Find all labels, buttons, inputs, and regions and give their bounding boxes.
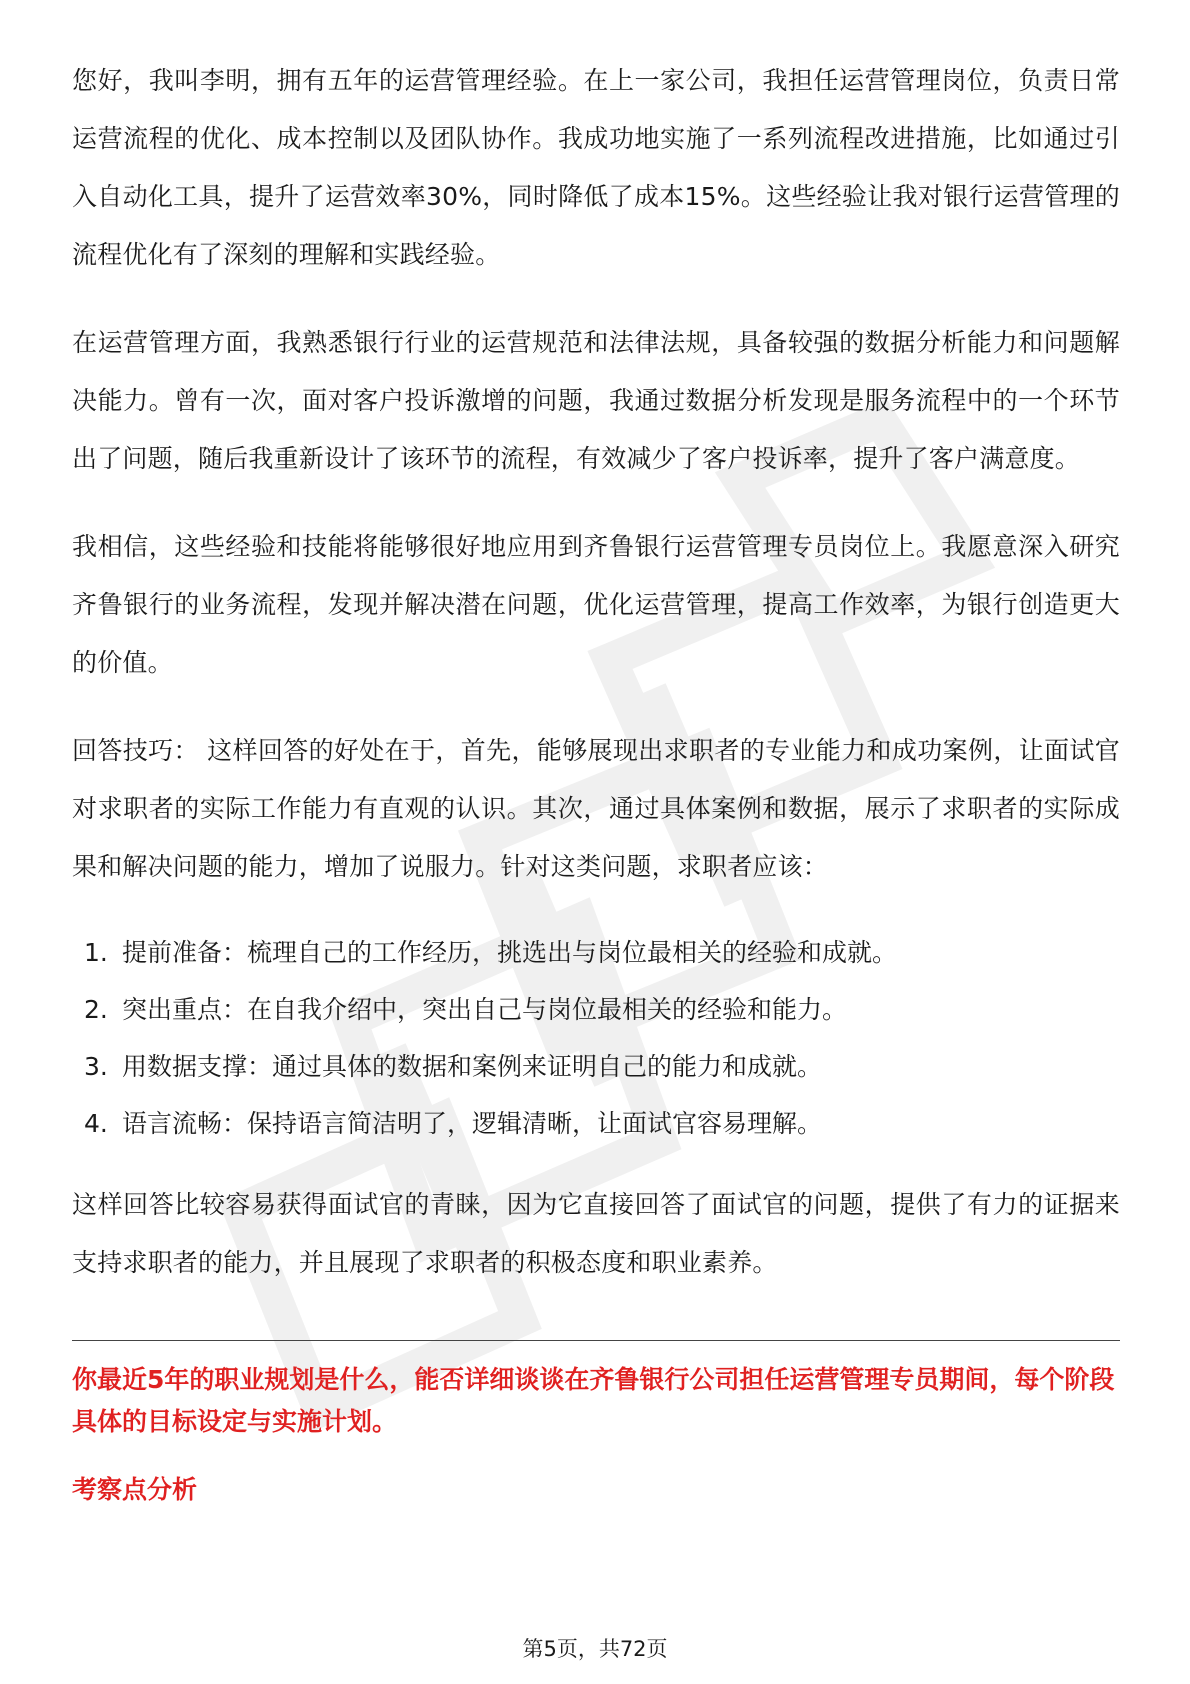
list-item-number: 3. [84,1052,108,1081]
section-divider [72,1340,1120,1341]
page-footer: 第5页，共72页 [522,1637,668,1661]
answer-paragraph-3: 我相信，这些经验和技能将能够很好地应用到齐鲁银行运营管理专员岗位上。我愿意深入研究齐鲁银行的业务流程，发现并解决潜在问题，优化运营管理，提高工作效率，为银行创造更大的价值。 [72,532,1120,677]
list-item-number: 4. [84,1109,108,1138]
list-item-text: 用数据支撑：通过具体的数据和案例来证明自己的能力和成就。 [122,1052,823,1081]
answer-paragraph-2: 在运营管理方面，我熟悉银行行业的运营规范和法律法规，具备较强的数据分析能力和问题解决能力。曾有一次，面对客户投诉激增的问题，我通过数据分析发现是服务流程中的一个环节出了问题，随后我重新设计了该环节的流程，有效减少了客户投诉率，提升了客户满意度。 [72,328,1120,473]
next-question: 你最近5年的职业规划是什么，能否详细谈谈在齐鲁银行公司担任运营管理专员期间，每个阶段具体的目标设定与实施计划。 [72,1365,1115,1436]
list-item [84,1038,1120,1095]
answer-tips-intro: 回答技巧： 这样回答的好处在于，首先，能够展现出求职者的专业能力和成功案例，让面试官对求职者的实际工作能力有直观的认识。其次，通过具体案例和数据，展示了求职者的实际成果和解决问题的能力，增加了说服力。针对这类问题，求职者应该： [72,736,1120,881]
list-item-text: 突出重点：在自我介绍中，突出自己与岗位最相关的经验和能力。 [122,995,848,1024]
answer-conclusion: 这样回答比较容易获得面试官的青睐，因为它直接回答了面试官的问题，提供了有力的证据来支持求职者的能力，并且展现了求职者的积极态度和职业素养。 [72,1190,1120,1277]
tips-list [72,924,1120,1152]
list-item [84,981,1120,1038]
list-item-text: 提前准备：梳理自己的工作经历，挑选出与岗位最相关的经验和成就。 [122,938,898,967]
list-item-number: 2. [84,995,108,1024]
document-page [72,52,1120,1511]
answer-paragraph-1: 您好，我叫李明，拥有五年的运营管理经验。在上一家公司，我担任运营管理岗位，负责日常运营流程的优化、成本控制以及团队协作。我成功地实施了一系列流程改进措施，比如通过引入自动化工具，提升了运营效率30%，同时降低了成本15%。这些经验让我对银行运营管理的流程优化有了深刻的理解和实践经验。 [72,66,1120,269]
list-item-text: 语言流畅：保持语言简洁明了，逻辑清晰，让面试官容易理解。 [122,1109,823,1138]
list-item [84,924,1120,981]
list-item [84,1095,1120,1152]
list-item-number: 1. [84,938,108,967]
section-title-analysis: 考察点分析 [72,1475,198,1504]
